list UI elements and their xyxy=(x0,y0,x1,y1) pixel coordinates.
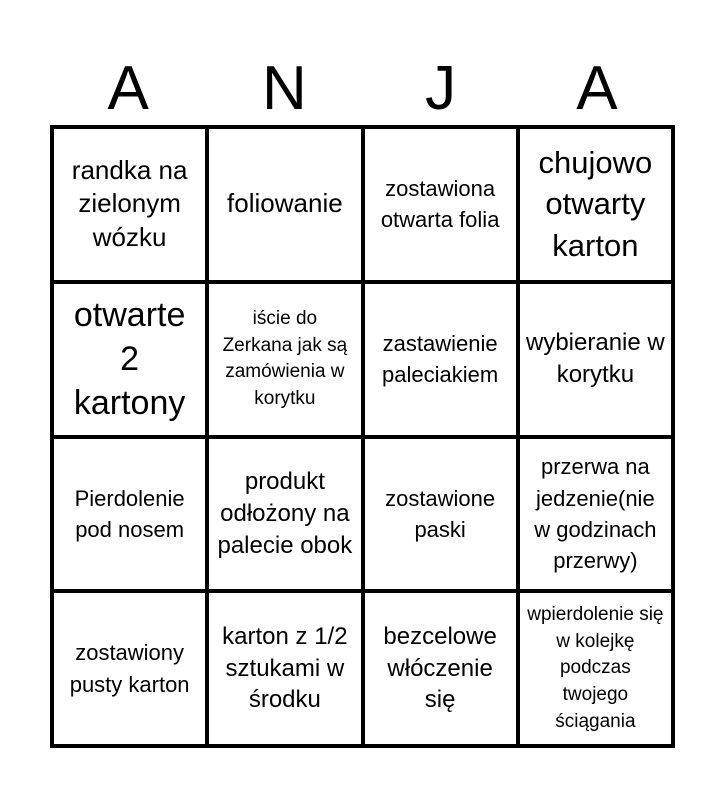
bingo-header xyxy=(50,52,675,126)
bingo-cell[interactable] xyxy=(54,284,205,435)
cell-text: zostawione paski xyxy=(385,485,496,542)
header-letter: N xyxy=(261,54,307,123)
header-letter: A xyxy=(576,54,618,123)
cell-text: chujowo otwarty karton xyxy=(538,144,653,264)
bingo-cell[interactable] xyxy=(520,593,671,744)
bingo-cell[interactable] xyxy=(54,129,205,280)
bingo-cell[interactable] xyxy=(520,129,671,280)
bingo-cell[interactable] xyxy=(54,593,205,744)
cell-text: Pierdolenie pod nosem xyxy=(74,485,185,542)
bingo-cell[interactable] xyxy=(365,129,516,280)
bingo-cell[interactable] xyxy=(54,439,205,590)
cell-text: zostawiona otwarta folia xyxy=(380,176,500,233)
header-letter: J xyxy=(425,54,457,123)
header-letter: A xyxy=(107,54,149,123)
bingo-cell[interactable] xyxy=(209,593,360,744)
cell-text: iście do Zerkana jak są zamówienia w korytku xyxy=(222,307,348,409)
cell-text: zostawiony pusty karton xyxy=(69,640,190,697)
cell-text: bezcelowe włóczenie się xyxy=(383,623,497,714)
bingo-cell[interactable] xyxy=(520,284,671,435)
bingo-cell[interactable] xyxy=(209,129,360,280)
cell-text: wybieranie w korytku xyxy=(526,329,665,389)
cell-text: wpierdolenie się w kolejkę podczas twojego ściągania xyxy=(527,604,664,732)
bingo-cell[interactable] xyxy=(209,439,360,590)
cell-text: zastawienie paleciakiem xyxy=(382,330,499,388)
cell-text: otwarte 2 kartony xyxy=(73,295,186,423)
bingo-cell[interactable] xyxy=(365,284,516,435)
bingo-cell[interactable] xyxy=(520,439,671,590)
bingo-cell[interactable] xyxy=(365,593,516,744)
cell-text: karton z 1/2 sztukami w środku xyxy=(222,623,348,714)
cell-text: foliowanie xyxy=(227,188,343,219)
bingo-cell[interactable] xyxy=(209,284,360,435)
cell-text: produkt odłożony na palecie obok xyxy=(217,468,353,559)
cell-text: randka na zielonym wózku xyxy=(71,154,188,253)
bingo-board xyxy=(50,125,675,748)
cell-text: przerwa na jedzenie(nie w godzinach przerwy) xyxy=(534,454,657,574)
bingo-cell[interactable] xyxy=(365,439,516,590)
